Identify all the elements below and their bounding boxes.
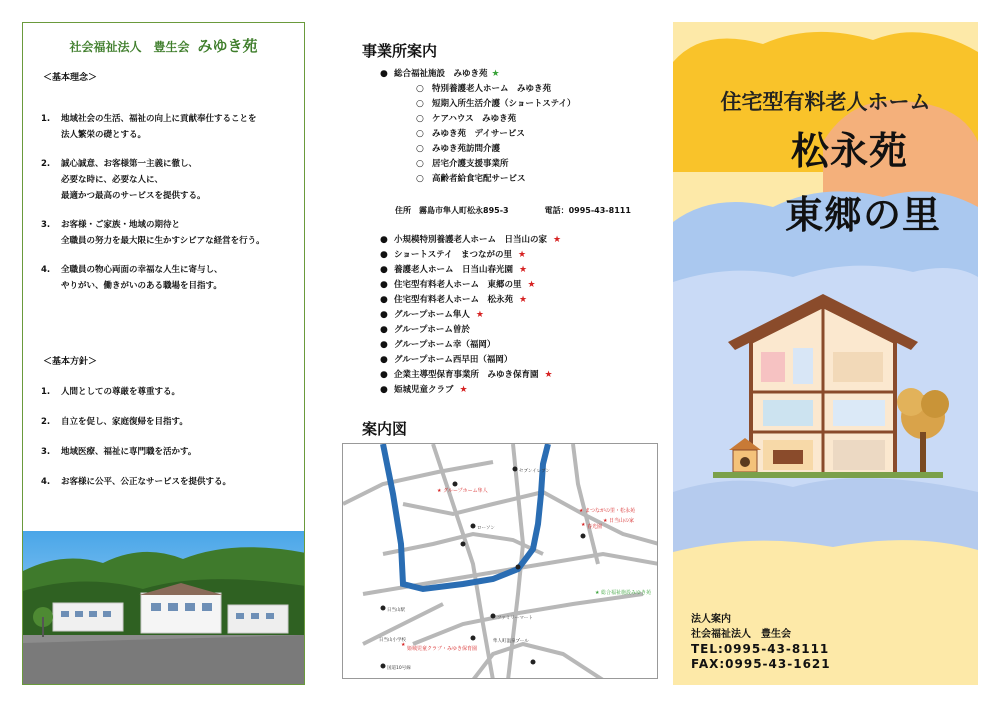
- map-star-icon: ★: [579, 508, 584, 514]
- cover-title-matsunaga: 松永苑: [791, 129, 909, 173]
- map-label-family: ファミリーマート: [497, 616, 533, 621]
- org-prefix: 社会福祉法人 豊生会: [69, 40, 190, 54]
- list-item: ○ 居宅介護支援事業所: [416, 157, 575, 172]
- map-label-matsunaga: まつながの里・松永苑: [585, 508, 636, 514]
- address-line: [395, 205, 631, 216]
- phone-text: 電話：0995-43-8111: [544, 206, 631, 215]
- circle-icon: ○: [416, 129, 424, 139]
- list-item: 3. お客様・ご家族・地域の期待と 全職員の努力を最大限に生かすシビアな経営を行う。: [41, 220, 265, 246]
- list-item: ○ 短期入所生活介護（ショートステイ）: [416, 97, 575, 112]
- bullet-icon: ●: [380, 310, 388, 320]
- map-label-hinata: 日当山の家: [609, 518, 635, 524]
- list-item: ○ みゆき苑訪問介護: [416, 142, 575, 157]
- map-label-pool: 隼人町温泉プール: [493, 639, 529, 644]
- list-item: ● 住宅型有料老人ホーム 松永苑 ★: [380, 293, 561, 308]
- cover-subtitle: 住宅型有料老人ホーム: [720, 90, 931, 114]
- list-item: 2. 誠心誠意、お客様第一主義に徹し、 必要な時に、必要な人に、 最適かつ最高のサービスを提供する。: [41, 159, 206, 201]
- sub-service-list: [380, 82, 575, 187]
- map-label-himeki: 姫城児童クラブ・みゆき保育園: [407, 646, 478, 652]
- bullet-icon: ●: [380, 385, 388, 395]
- map-green-labels: [595, 589, 651, 596]
- red-star-icon: ★: [527, 280, 536, 290]
- map-star-icon: ★: [401, 642, 406, 648]
- map-label-group-home: グループホーム隼人: [443, 488, 488, 494]
- bullet-icon: ●: [380, 370, 388, 380]
- bullet-icon: ●: [380, 355, 388, 365]
- guide-map: [342, 443, 658, 679]
- red-star-icon: ★: [517, 250, 527, 260]
- list-item: 1. 地域社会の生活、福祉の向上に貢献奉仕することを 法人繁栄の礎とする。: [41, 114, 257, 140]
- list-item: ○ 特別養護老人ホーム みゆき苑: [416, 82, 575, 97]
- bullet-icon: ●: [380, 250, 388, 260]
- bullet-icon: ●: [380, 325, 388, 335]
- list-item: 4. お客様に公平、公正なサービスを提供する。: [41, 477, 232, 487]
- facility-photo: [23, 531, 305, 685]
- map-label-route: 国道10号線: [387, 666, 411, 671]
- bullet-icon: ●: [380, 235, 388, 245]
- contact-org: 社会福祉法人 豊生会: [691, 629, 791, 640]
- left-panel: [22, 22, 305, 685]
- map-star-icon: ★: [603, 518, 608, 524]
- red-star-icon: ★: [544, 370, 553, 380]
- red-star-icon: ★: [553, 235, 562, 245]
- cover-panel: [673, 22, 978, 685]
- org-header: [23, 35, 304, 56]
- list-item: ● ショートステイ まつながの里 ★: [380, 248, 561, 263]
- address-text: 住所 霧島市隼人町松永895-3: [395, 206, 509, 215]
- red-star-icon: ★: [519, 295, 528, 305]
- bullet-icon: ●: [380, 340, 388, 350]
- list-item: ● グループホーム幸（福岡）: [380, 338, 561, 353]
- contact-tel: TEL:0995-43-8111: [691, 642, 830, 656]
- map-star-icon: ★: [581, 522, 586, 528]
- circle-icon: ○: [416, 99, 424, 109]
- office-list: [380, 67, 575, 187]
- list-item: ○ ケアハウス みゆき苑: [416, 112, 575, 127]
- circle-icon: ○: [416, 159, 424, 169]
- middle-panel: [340, 22, 660, 685]
- list-item: ○ 高齢者給食宅配サービス: [416, 172, 575, 187]
- policy-heading: ＜基本方針＞: [43, 357, 98, 367]
- bullet-icon: ●: [380, 265, 388, 275]
- list-item: ● 小規模特別養護老人ホーム 日当山の家 ★: [380, 233, 561, 248]
- list-item: 1. 人間としての尊厳を尊重する。: [41, 387, 181, 397]
- list-item: 2. 自立を促し、家庭復帰を目指す。: [41, 417, 188, 427]
- list-item: ● 姫城児童クラブ ★: [380, 383, 561, 398]
- map-star-icon: ★: [437, 488, 442, 494]
- list-item: ○ みゆき苑 デイサービス: [416, 127, 575, 142]
- list-item: ● グループホーム隼人 ★: [380, 308, 561, 323]
- list-item: 3. 地域医療、福祉に専門職を活かす。: [41, 447, 197, 457]
- list-item: ● 養護老人ホーム 日当山春光園 ★: [380, 263, 561, 278]
- list-item: 4. 全職員の物心両面の幸福な人生に寄与し、 やりがい、働きがいのある職場を目指す。: [41, 265, 223, 291]
- map-label-lawson: ローソン: [477, 526, 495, 531]
- red-star-icon: ★: [475, 310, 484, 320]
- bullet-icon: ●: [380, 69, 388, 79]
- philosophy-heading: ＜基本理念＞: [43, 73, 98, 83]
- list-item: ● 企業主導型保育事業所 みゆき保育園 ★: [380, 368, 561, 383]
- contact-block: [691, 612, 831, 672]
- map-label-station: 日当山駅: [387, 608, 405, 613]
- facility-list: [380, 233, 561, 398]
- circle-icon: ○: [416, 114, 424, 124]
- map-green-star-icon: ★: [595, 590, 600, 596]
- map-label-miyuki: 総合福祉施設みゆき苑: [601, 590, 652, 596]
- circle-icon: ○: [416, 174, 424, 184]
- contact-fax: FAX:0995-43-1621: [691, 657, 831, 671]
- green-star-icon: ★: [491, 69, 500, 79]
- circle-icon: ○: [416, 84, 424, 94]
- red-star-icon: ★: [519, 265, 528, 275]
- list-item: ● 住宅型有料老人ホーム 東郷の里 ★: [380, 278, 561, 293]
- map-label-shunko: 春光園: [587, 524, 603, 530]
- map-label-school: 日当山小学校: [379, 638, 406, 643]
- philosophy-list: [41, 111, 296, 307]
- red-star-icon: ★: [459, 385, 468, 395]
- policy-list: [41, 384, 296, 504]
- cover-title-togo: 東郷の里: [785, 193, 942, 237]
- circle-icon: ○: [416, 144, 424, 154]
- map-svg: [343, 444, 658, 679]
- bullet-icon: ●: [380, 295, 388, 305]
- org-name: みゆき苑: [197, 37, 258, 55]
- list-item: ● 総合福祉施設 みゆき苑 ★: [380, 67, 575, 82]
- list-item: ● グループホーム西早田（福岡）: [380, 353, 561, 368]
- map-label-seven: セブンイレブン: [519, 469, 550, 474]
- list-item: ● グループホーム曽於: [380, 323, 561, 338]
- office-title: 事業所案内: [362, 42, 438, 60]
- map-title: 案内図: [362, 420, 408, 438]
- contact-heading: 法人案内: [691, 614, 731, 625]
- bullet-icon: ●: [380, 280, 388, 290]
